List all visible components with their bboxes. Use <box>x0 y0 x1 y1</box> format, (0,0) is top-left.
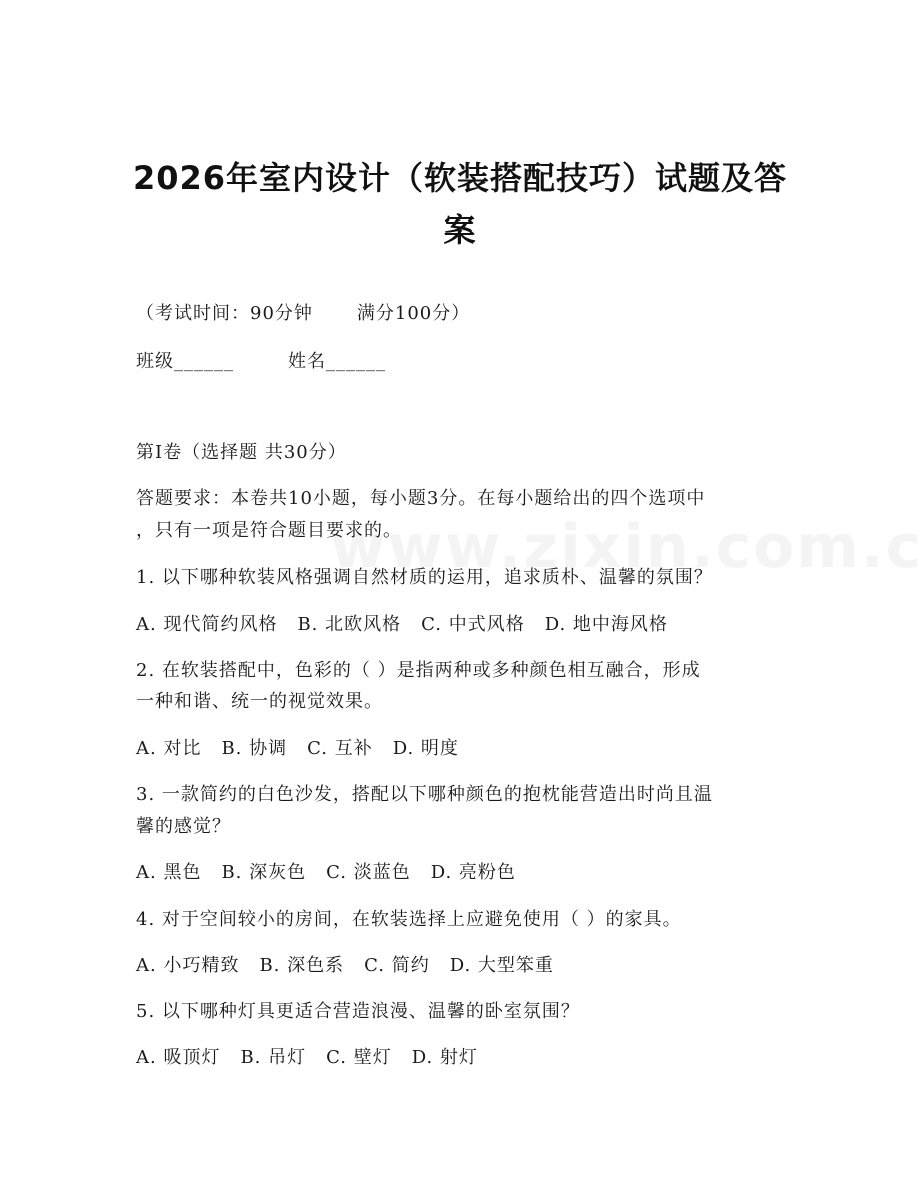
question-1-options <box>136 613 668 637</box>
exam-score: 满分100分） <box>356 303 471 324</box>
question-3-option-c: C. 淡蓝色 <box>326 862 411 883</box>
question-4-text: 4. 对于空间较小的房间，在软装选择上应避免使用（ ）的家具。 <box>136 909 682 930</box>
question-2-option-d: D. 明度 <box>392 738 459 759</box>
question-3-option-b: B. 深灰色 <box>221 862 307 883</box>
question-3-options <box>136 861 516 885</box>
class-field: 班级______ <box>136 351 234 372</box>
question-5-option-b: B. 吊灯 <box>240 1047 307 1068</box>
question-4-option-c: C. 简约 <box>364 955 430 976</box>
name-field: 姓名______ <box>288 351 386 372</box>
question-4-option-d: D. 大型笨重 <box>449 955 554 976</box>
question-3-option-a: A. 黑色 <box>136 862 202 883</box>
question-4-option-a: A. 小巧精致 <box>136 955 240 976</box>
exam-time: （考试时间：90分钟 <box>136 303 313 324</box>
question-5-option-a: A. 吸顶灯 <box>136 1047 221 1068</box>
question-4-option-b: B. 深色系 <box>259 955 345 976</box>
question-1-option-d: D. 地中海风格 <box>544 614 668 635</box>
question-1-text: 1. 以下哪种软装风格强调自然材质的运用，追求质朴、温馨的氛围？ <box>136 567 713 588</box>
question-2-options <box>136 737 459 761</box>
section-instruction-line-1: 答题要求：本卷共10小题，每小题3分。在每小题给出的四个选项中 <box>136 488 706 509</box>
student-info <box>136 350 386 374</box>
exam-info <box>136 302 470 326</box>
question-2-option-b: B. 协调 <box>221 738 288 759</box>
question-5-option-c: C. 壁灯 <box>326 1047 392 1068</box>
question-1-option-a: A. 现代简约风格 <box>136 614 278 635</box>
question-2-option-a: A. 对比 <box>136 738 202 759</box>
section-heading: 第I卷（选择题 共30分） <box>136 442 347 463</box>
section-instruction-line-2: ，只有一项是符合题目要求的。 <box>136 520 402 541</box>
question-2-text-line-1: 2. 在软装搭配中，色彩的（ ）是指两种或多种颜色相互融合，形成 <box>136 660 701 681</box>
question-2-text-line-2: 一种和谐、统一的视觉效果。 <box>136 691 383 712</box>
question-1-option-b: B. 北欧风格 <box>297 614 402 635</box>
page-title: 2026年室内设计（软装搭配技巧）试题及答案 <box>132 159 788 249</box>
question-4-options <box>136 954 554 978</box>
question-5-options <box>136 1046 478 1070</box>
question-1-option-c: C. 中式风格 <box>421 614 525 635</box>
question-3-text-line-1: 3. 一款简约的白色沙发，搭配以下哪种颜色的抱枕能营造出时尚且温 <box>136 784 713 805</box>
question-3-option-d: D. 亮粉色 <box>430 862 516 883</box>
question-5-text: 5. 以下哪种灯具更适合营造浪漫、温馨的卧室氛围？ <box>136 1001 580 1022</box>
question-2-option-c: C. 互补 <box>307 738 373 759</box>
question-5-option-d: D. 射灯 <box>411 1047 478 1068</box>
question-3-text-line-2: 馨的感觉？ <box>136 816 231 837</box>
